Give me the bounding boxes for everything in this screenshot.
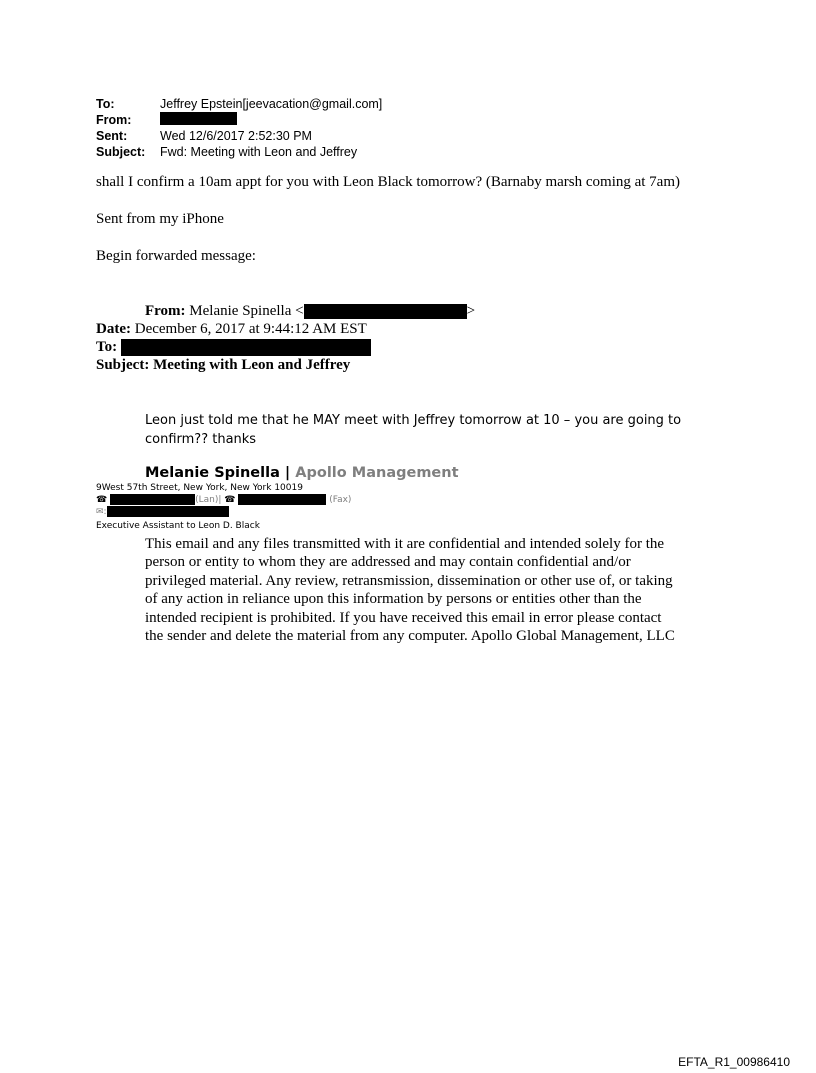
redaction-from <box>160 112 237 125</box>
signature-name: Melanie Spinella | <box>145 465 296 481</box>
phone-icon: ☎ <box>96 495 108 505</box>
signature-email-row <box>96 506 229 518</box>
fax-label: (Fax) <box>329 495 352 505</box>
from-label: From: <box>96 113 132 127</box>
redaction-phone-lan <box>110 494 195 505</box>
mail-icon: ✉ <box>96 507 104 517</box>
from-row <box>96 112 382 128</box>
forwarded-body: Leon just told me that he MAY meet with Jeffrey tomorrow at 10 – you are going to confirm?? thanks <box>145 413 682 447</box>
lan-label: (Lan)| <box>195 495 225 505</box>
fwd-to-row <box>96 338 475 356</box>
subject-label: Subject: <box>96 145 146 159</box>
sent-value: Wed 12/6/2017 2:52:30 PM <box>160 129 312 143</box>
fwd-subject-value: Meeting with Leon and Jeffrey <box>153 357 351 374</box>
phone-icon-2: ☎ <box>224 495 236 505</box>
sent-row <box>96 128 382 144</box>
subject-row <box>96 144 382 160</box>
redaction-fwd-to <box>121 339 371 356</box>
fwd-subject-row <box>96 356 475 374</box>
fwd-to-label: To: <box>96 339 118 355</box>
fwd-from-name: Melanie Spinella < <box>189 303 304 319</box>
redaction-phone-fax <box>238 494 326 505</box>
signature-address: 9West 57th Street, New York, New York 10019 <box>96 483 303 493</box>
redaction-fwd-from <box>304 304 467 319</box>
document-id: EFTA_R1_00986410 <box>678 1055 790 1069</box>
message-line-1: shall I confirm a 10am appt for you with Leon Black tomorrow? (Barnaby marsh coming at 7am) <box>96 174 681 190</box>
mail-colon: : <box>103 507 107 517</box>
fwd-from-close: > <box>466 303 476 319</box>
message-line-3: Begin forwarded message: <box>96 248 256 264</box>
signature-company: Apollo Management <box>295 465 459 481</box>
sent-label: Sent: <box>96 129 128 143</box>
fwd-date-label: Date: <box>96 321 131 337</box>
fwd-subject-label: Subject: <box>96 357 150 374</box>
to-row <box>96 96 382 112</box>
email-header <box>96 96 382 160</box>
fwd-date-value: December 6, 2017 at 9:44:12 AM EST <box>134 321 367 337</box>
signature-phone-row <box>96 494 351 506</box>
signature-name-line <box>145 465 459 481</box>
fwd-from-row <box>96 302 475 320</box>
subject-value: Fwd: Meeting with Leon and Jeffrey <box>160 145 358 159</box>
redaction-email <box>107 506 229 517</box>
to-value: Jeffrey Epstein[jeevacation@gmail.com] <box>160 97 383 111</box>
fwd-date-row <box>96 320 475 338</box>
signature-title: Executive Assistant to Leon D. Black <box>96 521 260 531</box>
fwd-from-label: From: <box>145 303 186 319</box>
forwarded-header <box>96 302 475 374</box>
confidentiality-disclaimer: This email and any files transmitted with it are confidential and intended solely for the person or entity to whom they are addressed and may contain confidential and/or privileged material. Any review, retransmission, dissemination or other use of, or taking of any action in reliance upon this information by persons or entities other than the intended recipient is prohibited. If you have received this email in error please contact the sender and delete the material from any computer. Apollo Global Management, LLC <box>145 536 675 645</box>
message-line-2: Sent from my iPhone <box>96 211 224 227</box>
to-label: To: <box>96 97 115 111</box>
